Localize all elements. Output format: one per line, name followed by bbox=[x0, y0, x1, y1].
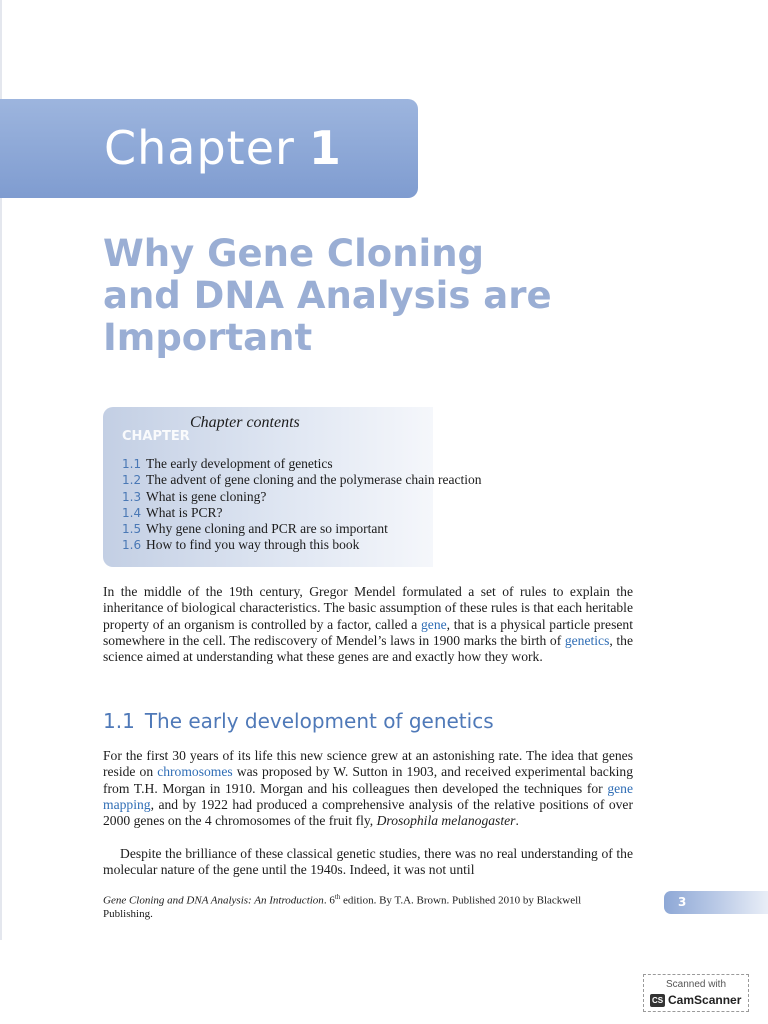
contents-heading: Chapter contents bbox=[190, 414, 300, 431]
chapter-title-line: Important bbox=[103, 316, 313, 359]
contents-item[interactable] bbox=[122, 521, 482, 537]
chapter-title-line: Why Gene Cloning bbox=[103, 232, 485, 275]
contents-item-number: 1.5 bbox=[122, 522, 142, 537]
text-run: , that is a physical particle present somewhere in the cell. The rediscovery of Mendel’s laws in 1900 marks the birth of bbox=[103, 616, 633, 648]
species-name: Drosophila melanogaster bbox=[376, 813, 516, 829]
camscanner-logo-icon: CS bbox=[651, 996, 664, 1005]
contents-item-number: 1.2 bbox=[122, 473, 142, 488]
chapter-title-line: and DNA Analysis are bbox=[103, 274, 552, 317]
contents-ghost-label: CHAPTER bbox=[122, 429, 190, 444]
body-paragraph: Despite the brilliance of these classical genetic studies, there was no real understanding of the molecular nature of the gene until the 1940s. Indeed, it was not until bbox=[103, 846, 633, 878]
scanner-caption: Scanned with bbox=[665, 979, 727, 990]
contents-item-number: 1.1 bbox=[122, 457, 142, 471]
text-run: . 6 bbox=[323, 894, 335, 907]
contents-item-number: 1.3 bbox=[122, 489, 142, 504]
contents-item-number: 1.6 bbox=[122, 538, 142, 553]
book-title: Gene Cloning and DNA Analysis: An Introduction bbox=[103, 894, 324, 907]
intro-paragraph bbox=[103, 584, 633, 665]
text-run: was proposed by W. Sutton in 1903, and received experimental backing from T.H. Morgan in 1910. Morgan and his colleagues then developed the techniques for bbox=[103, 764, 633, 796]
text-run: In the middle of the 19th century, Gregor Mendel formulated a set of rules to explain the inheritance of biological characteristics. The basic assumption of these rules is that each heritable property of an organism is controlled by a factor, called a bbox=[103, 584, 633, 632]
glossary-link-chromosomes[interactable]: chromosomes bbox=[157, 764, 233, 780]
contents-item-number: 1.4 bbox=[122, 505, 142, 520]
glossary-link-gene-mapping[interactable]: gene mapping bbox=[103, 780, 633, 812]
chapter-number: 1 bbox=[308, 121, 342, 175]
contents-item-label: The early development of genetics bbox=[146, 456, 333, 471]
chapter-label bbox=[104, 120, 342, 176]
chapter-title bbox=[103, 233, 663, 359]
glossary-link-gene[interactable]: gene bbox=[420, 616, 447, 632]
contents-item-label: How to find you way through this book bbox=[146, 537, 360, 553]
text-run: . bbox=[515, 813, 519, 829]
contents-item[interactable] bbox=[122, 472, 482, 488]
scanner-brand: CamScanner bbox=[668, 993, 742, 1007]
text-run: , and by 1922 had produced a comprehensive analysis of the relative positions of over 2000 genes on the 4 chromosomes of the fruit fly, bbox=[103, 796, 633, 829]
contents-item[interactable] bbox=[122, 456, 482, 472]
text-run: , the science aimed at understanding what these genes are and exactly how they work. bbox=[103, 632, 633, 665]
contents-item-label: Why gene cloning and PCR are so important bbox=[146, 521, 388, 537]
chapter-word: Chapter bbox=[104, 121, 295, 175]
contents-item-label: What is PCR? bbox=[146, 504, 223, 520]
section-number: 1.1 bbox=[103, 709, 135, 733]
contents-item[interactable] bbox=[122, 505, 482, 521]
text-run: edition. By T.A. Brown. Published 2010 by Blackwell Publishing. bbox=[103, 894, 582, 921]
section-heading bbox=[103, 709, 494, 733]
contents-item-label: The advent of gene cloning and the polymerase chain reaction bbox=[146, 472, 482, 488]
book-citation bbox=[103, 891, 603, 922]
page-number: 3 bbox=[678, 895, 687, 909]
text-run: For the first 30 years of its life this new science grew at an astonishing rate. The idea that genes reside on bbox=[103, 748, 633, 780]
contents-list bbox=[122, 456, 482, 554]
contents-item[interactable] bbox=[122, 537, 482, 553]
section-title: The early development of genetics bbox=[144, 709, 494, 733]
camscanner-watermark bbox=[643, 974, 749, 1012]
contents-item-label: What is gene cloning? bbox=[146, 488, 267, 504]
contents-item[interactable] bbox=[122, 489, 482, 505]
glossary-link-genetics[interactable]: genetics bbox=[564, 632, 610, 648]
edition-superscript: th bbox=[334, 893, 341, 901]
body-paragraph bbox=[103, 748, 633, 829]
